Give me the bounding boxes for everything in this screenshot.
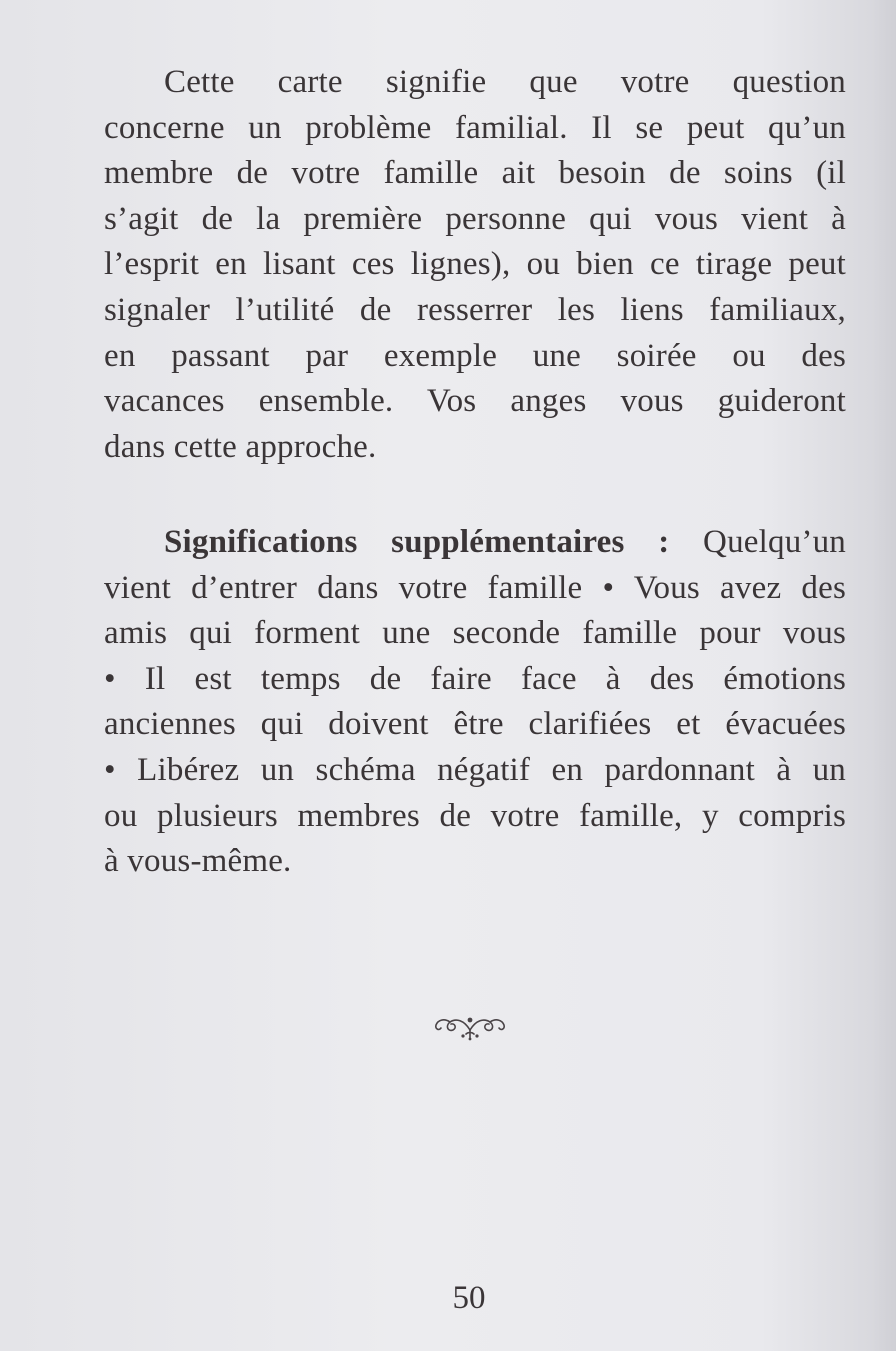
heading-continuation: Quelqu’un: [669, 524, 846, 560]
paragraph-line: Cette carte signifie que votre question: [164, 64, 846, 100]
paragraph-additional-meanings: [104, 520, 846, 885]
paragraph-line: • Il est temps de faire face à des émotions: [104, 660, 846, 697]
paragraph-line: ou plusieurs membres de votre famille, y compris: [104, 797, 846, 834]
paragraph-line: s’agit de la première personne qui vous vient à: [104, 200, 846, 237]
paragraph-line: amis qui forment une seconde famille pour vous: [104, 615, 846, 652]
paragraph-line: anciennes qui doivent être clarifiées et évacuées: [104, 706, 846, 743]
paragraph-line: vient d’entrer dans votre famille • Vous avez des: [104, 569, 846, 606]
fleuron-ornament-icon: [430, 1008, 510, 1042]
paragraph-line: • Libérez un schéma négatif en pardonnant à un: [104, 751, 846, 788]
paragraph-line: signaler l’utilité de resserrer les liens familiaux,: [104, 291, 846, 328]
paragraph-first-line: [104, 520, 846, 566]
paragraph-line: en passant par exemple une soirée ou des: [104, 337, 846, 374]
page-number: 50: [452, 1280, 486, 1316]
section-heading: Significations supplémentaires :: [164, 524, 670, 560]
paragraph-line: vacances ensemble. Vos anges vous guideront: [104, 383, 846, 420]
paragraph-line: à vous-même.: [104, 843, 292, 880]
paragraph-line: dans cette approche.: [104, 428, 377, 465]
paragraph-line: l’esprit en lisant ces lignes), ou bien ce tirage peut: [104, 246, 846, 283]
paragraph-card-meaning: [104, 60, 846, 470]
paragraph-line: membre de votre famille ait besoin de soins (il: [104, 155, 846, 192]
paragraph-line: concerne un problème familial. Il se peut qu’un: [104, 109, 846, 146]
